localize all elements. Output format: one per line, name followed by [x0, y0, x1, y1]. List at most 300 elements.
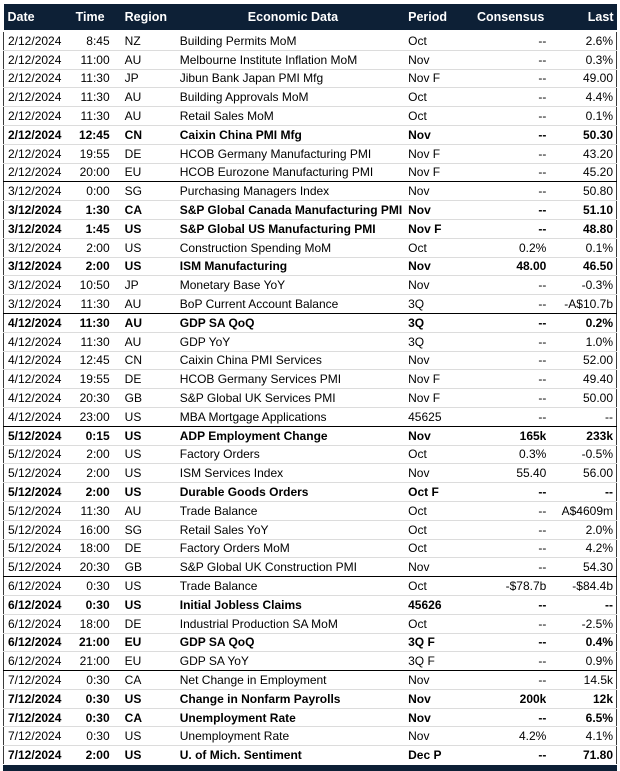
cell-consensus: -- — [538, 315, 547, 330]
cell-period: Oct — [408, 33, 427, 48]
cell-region: SG — [124, 184, 142, 199]
cell-period: Nov — [408, 353, 430, 368]
cell-last: -- — [605, 597, 613, 612]
cell-date: 3/12/2024 — [8, 184, 62, 199]
cell-time: 11:30 — [79, 315, 110, 330]
header-period: Period — [406, 4, 466, 31]
cell-date: 2/12/2024 — [8, 33, 62, 48]
cell-time: 23:00 — [79, 409, 110, 424]
cell-region: US — [124, 428, 142, 443]
cell-period: Oct — [408, 240, 427, 255]
cell-event: Factory Orders — [179, 447, 260, 462]
table-body — [4, 31, 617, 764]
cell-time: 0:30 — [85, 691, 110, 706]
cell-time: 8:45 — [86, 33, 110, 48]
cell-region: DE — [124, 372, 142, 387]
cell-event: Jibun Bank Japan PMI Mfg — [179, 71, 324, 86]
cell-date: 7/12/2024 — [8, 710, 62, 725]
cell-period: Nov — [408, 127, 431, 142]
cell-period: Nov — [408, 259, 431, 274]
table-row[interactable] — [4, 219, 617, 238]
table-row[interactable] — [4, 107, 617, 126]
cell-consensus: -- — [538, 710, 547, 725]
cell-period: Nov — [408, 278, 430, 293]
cell-consensus: -- — [538, 127, 547, 142]
cell-event: GDP SA QoQ — [179, 315, 255, 330]
cell-last: 0.9% — [585, 654, 613, 669]
cell-event: S&P Global UK Services PMI — [179, 391, 336, 406]
cell-date: 6/12/2024 — [8, 616, 62, 631]
table-row[interactable] — [4, 88, 617, 107]
cell-last: 51.10 — [582, 203, 613, 218]
table-row[interactable] — [4, 163, 617, 182]
cell-time: 2:00 — [85, 259, 110, 274]
cell-date: 3/12/2024 — [8, 203, 62, 218]
cell-event: Factory Orders MoM — [179, 541, 290, 556]
cell-event: GDP YoY — [179, 334, 231, 349]
cell-last: 6.5% — [585, 710, 613, 725]
cell-event: Melbourne Institute Inflation MoM — [179, 52, 358, 67]
cell-consensus: -- — [538, 165, 547, 180]
cell-event: Change in Nonfarm Payrolls — [179, 691, 341, 706]
cell-event: Building Approvals MoM — [179, 90, 309, 105]
cell-period: Nov F — [408, 391, 441, 406]
table-row[interactable] — [4, 295, 617, 314]
table-footer-bar — [3, 765, 617, 771]
header-region: Region — [110, 4, 180, 31]
cell-time: 11:30 — [80, 297, 110, 312]
cell-date: 2/12/2024 — [8, 90, 62, 105]
table-row[interactable] — [4, 445, 617, 464]
cell-region: US — [124, 409, 142, 424]
cell-time: 18:00 — [79, 616, 110, 631]
cell-date: 5/12/2024 — [8, 522, 62, 537]
cell-period: 45626 — [408, 597, 442, 612]
cell-consensus: -- — [538, 616, 547, 631]
header-date: Date — [4, 4, 76, 31]
cell-last: 4.4% — [585, 90, 613, 105]
cell-event: Monetary Base YoY — [179, 278, 286, 293]
cell-time: 12:45 — [79, 353, 110, 368]
cell-region: AU — [124, 109, 142, 124]
cell-date: 7/12/2024 — [8, 691, 62, 706]
cell-event: HCOB Eurozone Manufacturing PMI — [179, 165, 374, 180]
cell-time: 20:30 — [79, 391, 110, 406]
cell-date: 6/12/2024 — [8, 654, 62, 669]
cell-region: US — [124, 259, 142, 274]
cell-consensus: -- — [538, 597, 547, 612]
cell-consensus: -- — [538, 372, 547, 387]
cell-region: AU — [124, 503, 142, 518]
cell-date: 7/12/2024 — [8, 729, 62, 744]
table-row[interactable] — [4, 708, 617, 727]
cell-period: Oct F — [408, 485, 439, 500]
cell-consensus: -- — [538, 503, 547, 518]
cell-last: 49.40 — [582, 372, 613, 387]
cell-event: Unemployment Rate — [179, 710, 296, 725]
cell-time: 0:15 — [85, 428, 110, 443]
cell-last: 45.20 — [582, 165, 613, 180]
cell-region: EU — [124, 635, 142, 650]
table-row[interactable] — [4, 652, 617, 671]
cell-consensus: -- — [538, 560, 547, 575]
table-row[interactable] — [4, 671, 617, 690]
cell-region: CA — [124, 710, 142, 725]
table-row[interactable] — [4, 50, 617, 69]
cell-event: Durable Goods Orders — [179, 485, 309, 500]
table-row[interactable] — [4, 407, 617, 426]
cell-consensus: 0.2% — [518, 240, 547, 255]
cell-time: 19:55 — [79, 146, 110, 161]
cell-last: 4.1% — [585, 729, 613, 744]
cell-date: 5/12/2024 — [8, 485, 62, 500]
cell-region: AU — [124, 334, 142, 349]
cell-region: CN — [124, 353, 142, 368]
cell-region: DE — [124, 616, 142, 631]
cell-period: 3Q F — [408, 654, 435, 669]
cell-time: 0:30 — [85, 710, 110, 725]
cell-last: 52.00 — [582, 353, 613, 368]
cell-event: U. of Mich. Sentiment — [179, 748, 302, 763]
cell-date: 6/12/2024 — [8, 635, 62, 650]
header-row — [4, 4, 617, 31]
cell-period: Oct — [408, 579, 427, 593]
table-row[interactable] — [4, 577, 617, 596]
cell-consensus: 48.00 — [516, 259, 547, 274]
cell-region: US — [124, 221, 142, 236]
cell-consensus: -- — [538, 33, 547, 48]
cell-consensus: -- — [538, 353, 547, 368]
cell-region: CN — [124, 127, 142, 142]
cell-last: 2.6% — [585, 33, 613, 48]
cell-period: Oct — [408, 541, 427, 556]
cell-event: Caixin China PMI Services — [179, 353, 322, 368]
cell-region: AU — [124, 52, 142, 67]
cell-period: Nov — [408, 428, 431, 443]
cell-time: 2:00 — [85, 748, 110, 763]
table-row[interactable] — [4, 689, 617, 708]
cell-region: JP — [124, 71, 139, 86]
cell-consensus: -$78.7b — [505, 579, 547, 593]
cell-region: NZ — [124, 33, 141, 48]
table-row[interactable] — [4, 389, 617, 408]
cell-period: Nov — [408, 729, 430, 744]
cell-date: 2/12/2024 — [8, 165, 62, 180]
cell-period: 3Q — [408, 334, 425, 349]
cell-date: 5/12/2024 — [8, 560, 62, 575]
cell-date: 7/12/2024 — [8, 748, 62, 763]
cell-consensus: -- — [538, 541, 547, 556]
cell-time: 16:00 — [79, 522, 110, 537]
table-header — [4, 4, 617, 31]
cell-date: 4/12/2024 — [8, 372, 62, 387]
cell-last: 46.50 — [582, 259, 613, 274]
cell-region: EU — [124, 165, 142, 180]
cell-last: -0.3% — [581, 278, 613, 293]
cell-time: 21:00 — [79, 654, 110, 669]
cell-period: Oct — [408, 447, 427, 462]
cell-time: 2:00 — [86, 466, 110, 481]
cell-time: 20:00 — [79, 165, 110, 180]
table-row[interactable] — [4, 238, 617, 257]
table-row[interactable] — [4, 501, 617, 520]
cell-region: US — [124, 240, 142, 255]
cell-consensus: -- — [538, 334, 547, 349]
cell-period: Dec P — [408, 748, 442, 763]
cell-period: Nov — [408, 203, 431, 218]
cell-time: 1:45 — [85, 221, 110, 236]
cell-date: 3/12/2024 — [8, 221, 62, 236]
cell-consensus: -- — [538, 297, 547, 312]
cell-time: 20:30 — [79, 560, 110, 575]
table-row[interactable] — [4, 539, 617, 558]
table-row[interactable] — [4, 31, 617, 50]
cell-region: US — [124, 579, 142, 593]
table-row[interactable] — [4, 746, 617, 764]
cell-consensus: -- — [538, 184, 547, 199]
cell-date: 2/12/2024 — [8, 109, 62, 124]
cell-date: 6/12/2024 — [8, 597, 62, 612]
cell-period: Nov — [408, 672, 430, 687]
economic-calendar-table — [3, 4, 617, 764]
cell-event: GDP SA YoY — [179, 654, 249, 669]
cell-time: 12:45 — [78, 127, 110, 142]
cell-last: 0.1% — [585, 109, 613, 124]
cell-consensus: -- — [538, 522, 547, 537]
cell-time: 0:30 — [86, 729, 110, 744]
cell-consensus: 165k — [519, 428, 547, 443]
cell-region: JP — [124, 278, 139, 293]
table-row[interactable] — [4, 69, 617, 88]
cell-time: 0:30 — [86, 672, 110, 687]
cell-consensus: -- — [538, 52, 547, 67]
cell-time: 0:30 — [86, 579, 110, 593]
cell-date: 2/12/2024 — [8, 127, 62, 142]
cell-region: EU — [124, 654, 142, 669]
cell-time: 11:30 — [80, 71, 110, 86]
cell-last: 54.30 — [582, 560, 613, 575]
cell-period: Nov — [408, 710, 431, 725]
cell-date: 4/12/2024 — [8, 334, 62, 349]
cell-period: 3Q F — [408, 635, 435, 650]
table-row[interactable] — [4, 464, 617, 483]
cell-time: 11:00 — [80, 52, 110, 67]
cell-last: 14.5k — [583, 672, 613, 687]
cell-date: 4/12/2024 — [8, 409, 62, 424]
cell-time: 11:30 — [80, 109, 110, 124]
cell-last: -A$10.7b — [564, 297, 613, 312]
cell-consensus: -- — [538, 278, 547, 293]
table-row[interactable] — [4, 257, 617, 276]
cell-period: Nov F — [408, 372, 441, 387]
cell-last: 4.2% — [585, 541, 613, 556]
cell-event: Caixin China PMI Mfg — [179, 127, 302, 142]
cell-event: Industrial Production SA MoM — [179, 616, 338, 631]
cell-last: 1.0% — [585, 334, 613, 349]
cell-last: 0.1% — [585, 240, 613, 255]
cell-last: 0.3% — [585, 52, 613, 67]
cell-region: US — [124, 466, 142, 481]
cell-last: 2.0% — [585, 522, 613, 537]
cell-last: -- — [605, 409, 613, 424]
cell-event: Trade Balance — [179, 579, 258, 593]
cell-time: 11:30 — [80, 334, 110, 349]
table-row[interactable] — [4, 125, 617, 144]
cell-last: 0.2% — [585, 315, 613, 330]
cell-event: BoP Current Account Balance — [179, 297, 339, 312]
cell-region: US — [124, 485, 142, 500]
cell-date: 5/12/2024 — [8, 503, 62, 518]
cell-region: DE — [124, 146, 142, 161]
cell-region: AU — [124, 315, 142, 330]
cell-date: 2/12/2024 — [8, 146, 62, 161]
cell-consensus: -- — [538, 672, 547, 687]
cell-period: Oct — [408, 90, 427, 105]
cell-date: 3/12/2024 — [8, 297, 62, 312]
cell-time: 21:00 — [78, 635, 110, 650]
cell-period: 3Q — [408, 297, 425, 312]
header-economic-data: Economic Data — [180, 4, 406, 31]
cell-time: 19:55 — [79, 372, 110, 387]
cell-time: 18:00 — [79, 541, 110, 556]
cell-region: AU — [124, 297, 142, 312]
cell-time: 2:00 — [86, 240, 110, 255]
cell-event: ISM Manufacturing — [179, 259, 288, 274]
cell-region: GB — [124, 391, 142, 406]
cell-consensus: -- — [538, 485, 547, 500]
cell-period: Nov F — [408, 71, 441, 86]
table-row[interactable] — [4, 426, 617, 445]
cell-date: 5/12/2024 — [8, 466, 62, 481]
cell-region: US — [124, 597, 142, 612]
table-row[interactable] — [4, 558, 617, 577]
cell-time: 11:30 — [80, 90, 110, 105]
table-row[interactable] — [4, 313, 617, 332]
cell-date: 2/12/2024 — [8, 71, 62, 86]
table-row[interactable] — [4, 483, 617, 502]
cell-last: 43.20 — [582, 146, 613, 161]
cell-consensus: -- — [538, 635, 547, 650]
cell-time: 10:50 — [79, 278, 110, 293]
cell-event: S&P Global Canada Manufacturing PMI — [179, 203, 403, 218]
cell-last: 50.30 — [582, 127, 613, 142]
cell-period: Nov — [408, 691, 431, 706]
cell-last: A$4609m — [561, 503, 613, 518]
header-consensus: Consensus — [466, 4, 546, 31]
cell-last: 48.80 — [582, 221, 613, 236]
cell-region: US — [124, 447, 142, 462]
cell-last: -$84.4b — [572, 579, 613, 593]
cell-event: GDP SA QoQ — [179, 635, 255, 650]
cell-region: SG — [124, 522, 142, 537]
cell-event: Retail Sales YoY — [179, 522, 269, 537]
cell-date: 6/12/2024 — [8, 579, 62, 593]
cell-consensus: -- — [538, 146, 547, 161]
cell-date: 4/12/2024 — [8, 315, 62, 330]
cell-date: 3/12/2024 — [8, 259, 62, 274]
table-row[interactable] — [4, 201, 617, 220]
cell-region: CA — [124, 672, 142, 687]
cell-consensus: -- — [538, 409, 547, 424]
cell-event: Unemployment Rate — [179, 729, 290, 744]
cell-time: 2:00 — [86, 447, 110, 462]
cell-event: Net Change in Employment — [179, 672, 327, 687]
cell-last: 71.80 — [582, 748, 613, 763]
cell-region: US — [124, 691, 142, 706]
cell-period: Nov F — [408, 165, 441, 180]
cell-region: AU — [124, 90, 142, 105]
table-row[interactable] — [4, 370, 617, 389]
cell-last: 12k — [592, 691, 613, 706]
table-row[interactable] — [4, 595, 617, 614]
cell-region: US — [124, 729, 142, 744]
cell-period: Nov — [408, 560, 430, 575]
cell-event: HCOB Germany Services PMI — [179, 372, 342, 387]
table-row[interactable] — [4, 182, 617, 201]
cell-date: 2/12/2024 — [8, 52, 62, 67]
cell-consensus: -- — [538, 391, 547, 406]
cell-consensus: -- — [538, 654, 547, 669]
cell-region: CA — [124, 203, 142, 218]
cell-date: 4/12/2024 — [8, 391, 62, 406]
cell-date: 5/12/2024 — [8, 428, 62, 443]
cell-region: GB — [124, 560, 142, 575]
cell-last: 50.80 — [582, 184, 613, 199]
cell-region: US — [124, 748, 142, 763]
cell-consensus: -- — [538, 71, 547, 86]
cell-date: 7/12/2024 — [8, 672, 62, 687]
table-row[interactable] — [4, 351, 617, 370]
cell-region: DE — [124, 541, 142, 556]
cell-time: 1:30 — [85, 203, 110, 218]
cell-last: 56.00 — [582, 466, 613, 481]
cell-event: Purchasing Managers Index — [179, 184, 330, 199]
cell-last: 0.4% — [585, 635, 613, 650]
cell-consensus: -- — [538, 748, 547, 763]
cell-period: 45625 — [408, 409, 442, 424]
cell-consensus: 4.2% — [518, 729, 547, 744]
table-row[interactable] — [4, 144, 617, 163]
cell-time: 2:00 — [85, 485, 110, 500]
table-row[interactable] — [4, 332, 617, 351]
cell-date: 5/12/2024 — [8, 447, 62, 462]
table-row[interactable] — [4, 633, 617, 652]
cell-event: Initial Jobless Claims — [179, 597, 302, 612]
cell-period: 3Q — [408, 315, 425, 330]
cell-period: Oct — [408, 503, 427, 518]
cell-event: S&P Global US Manufacturing PMI — [179, 221, 376, 236]
cell-period: Oct — [408, 616, 427, 631]
table-row[interactable] — [4, 614, 617, 633]
cell-time: 0:30 — [85, 597, 110, 612]
cell-time: 0:00 — [86, 184, 110, 199]
cell-event: ISM Services Index — [179, 466, 284, 481]
table-row[interactable] — [4, 276, 617, 295]
cell-period: Nov F — [408, 221, 442, 236]
cell-consensus: -- — [538, 221, 547, 236]
cell-consensus: -- — [538, 203, 547, 218]
table-row[interactable] — [4, 520, 617, 539]
cell-period: Nov — [408, 184, 430, 199]
cell-period: Nov — [408, 52, 430, 67]
table-row[interactable] — [4, 727, 617, 746]
cell-event: Trade Balance — [179, 503, 258, 518]
cell-consensus: -- — [538, 90, 547, 105]
cell-consensus: -- — [538, 109, 547, 124]
cell-last: -- — [605, 485, 613, 500]
cell-period: Nov — [408, 466, 430, 481]
cell-event: ADP Employment Change — [179, 428, 328, 443]
